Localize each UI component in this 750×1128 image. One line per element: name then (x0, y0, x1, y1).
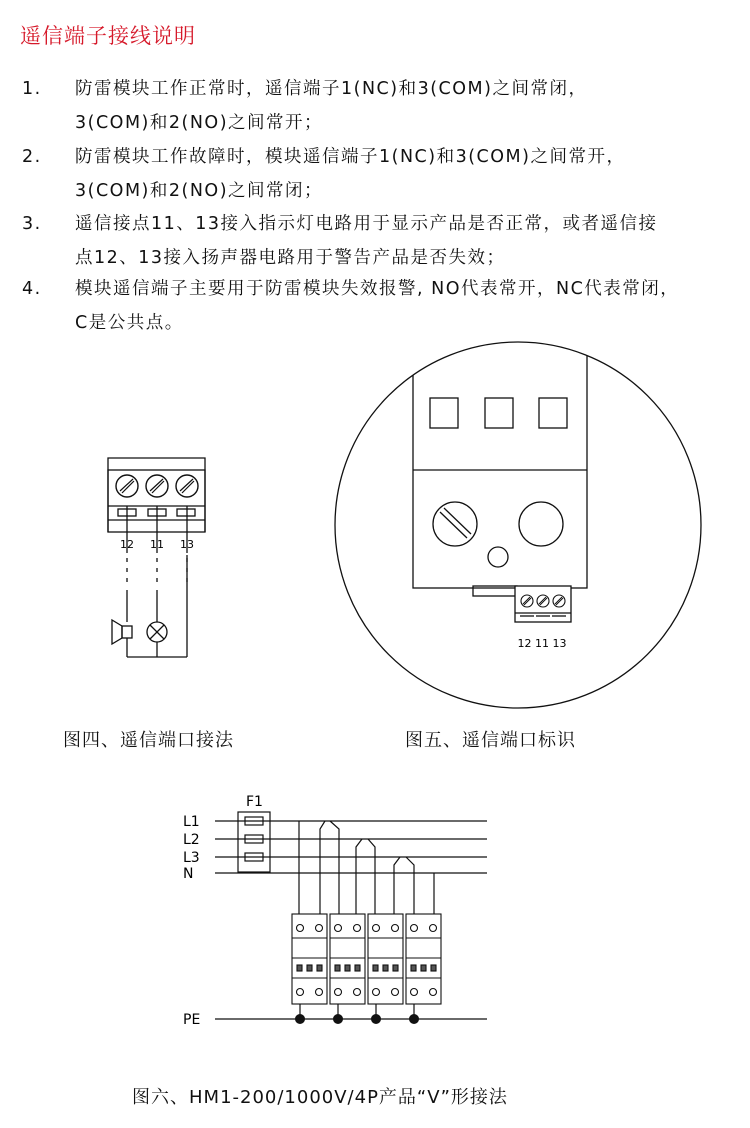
spd-module (330, 914, 365, 1004)
item-text: 3(COM)和2(NO)之间常开； (75, 113, 324, 133)
line-label: L1 (183, 814, 200, 830)
screw-icon (553, 595, 565, 607)
page-title: 遥信端子接线说明 (20, 24, 196, 48)
item-text: C是公共点。 (75, 313, 184, 333)
screw-icon (146, 475, 168, 497)
screw-icon (521, 595, 533, 607)
line-label: N (183, 866, 194, 882)
screw-icon (116, 475, 138, 497)
figure-6-caption: 图六、HM1-200/1000V/4P产品“V”形接法 (132, 1087, 508, 1108)
screw-icon (176, 475, 198, 497)
item-text: 点12、13接入扬声器电路用于警告产品是否失效； (75, 248, 506, 268)
terminal-label: 12 (120, 538, 134, 551)
spd-module (292, 914, 327, 1004)
terminal-label: 13 (180, 538, 194, 551)
speaker-icon (122, 626, 132, 638)
screw-icon (537, 595, 549, 607)
spd-module (368, 914, 403, 1004)
line-label: L2 (183, 832, 200, 848)
item-number: 2. (22, 147, 42, 167)
terminal-label: 12 11 13 (517, 637, 567, 650)
item-text: 模块遥信端子主要用于防雷模块失效报警, NO代表常开，NC代表常闭， (75, 279, 680, 299)
spd-modules (292, 914, 441, 1004)
terminal-label: 11 (150, 538, 164, 551)
figure-5-port-identification (335, 340, 701, 708)
figure-4-terminal-wiring (108, 458, 205, 657)
line-label: L3 (183, 850, 200, 866)
item-number: 1. (22, 79, 42, 99)
figure-5-caption: 图五、遥信端口标识 (405, 730, 576, 751)
item-number: 3. (22, 214, 42, 234)
item-text: 3(COM)和2(NO)之间常闭； (75, 181, 324, 201)
item-text: 遥信接点11、13接入指示灯电路用于显示产品是否正常，或者遥信接 (75, 214, 658, 234)
spd-module (406, 914, 441, 1004)
pe-label: PE (183, 1012, 201, 1028)
item-text: 防雷模块工作正常时，遥信端子1(NC)和3(COM)之间常闭， (75, 79, 588, 99)
figure-4-caption: 图四、遥信端口接法 (63, 730, 234, 751)
item-number: 4. (22, 279, 42, 299)
fuse-label: F1 (246, 794, 263, 810)
item-text: 防雷模块工作故障时，模块遥信端子1(NC)和3(COM)之间常开， (75, 147, 626, 167)
